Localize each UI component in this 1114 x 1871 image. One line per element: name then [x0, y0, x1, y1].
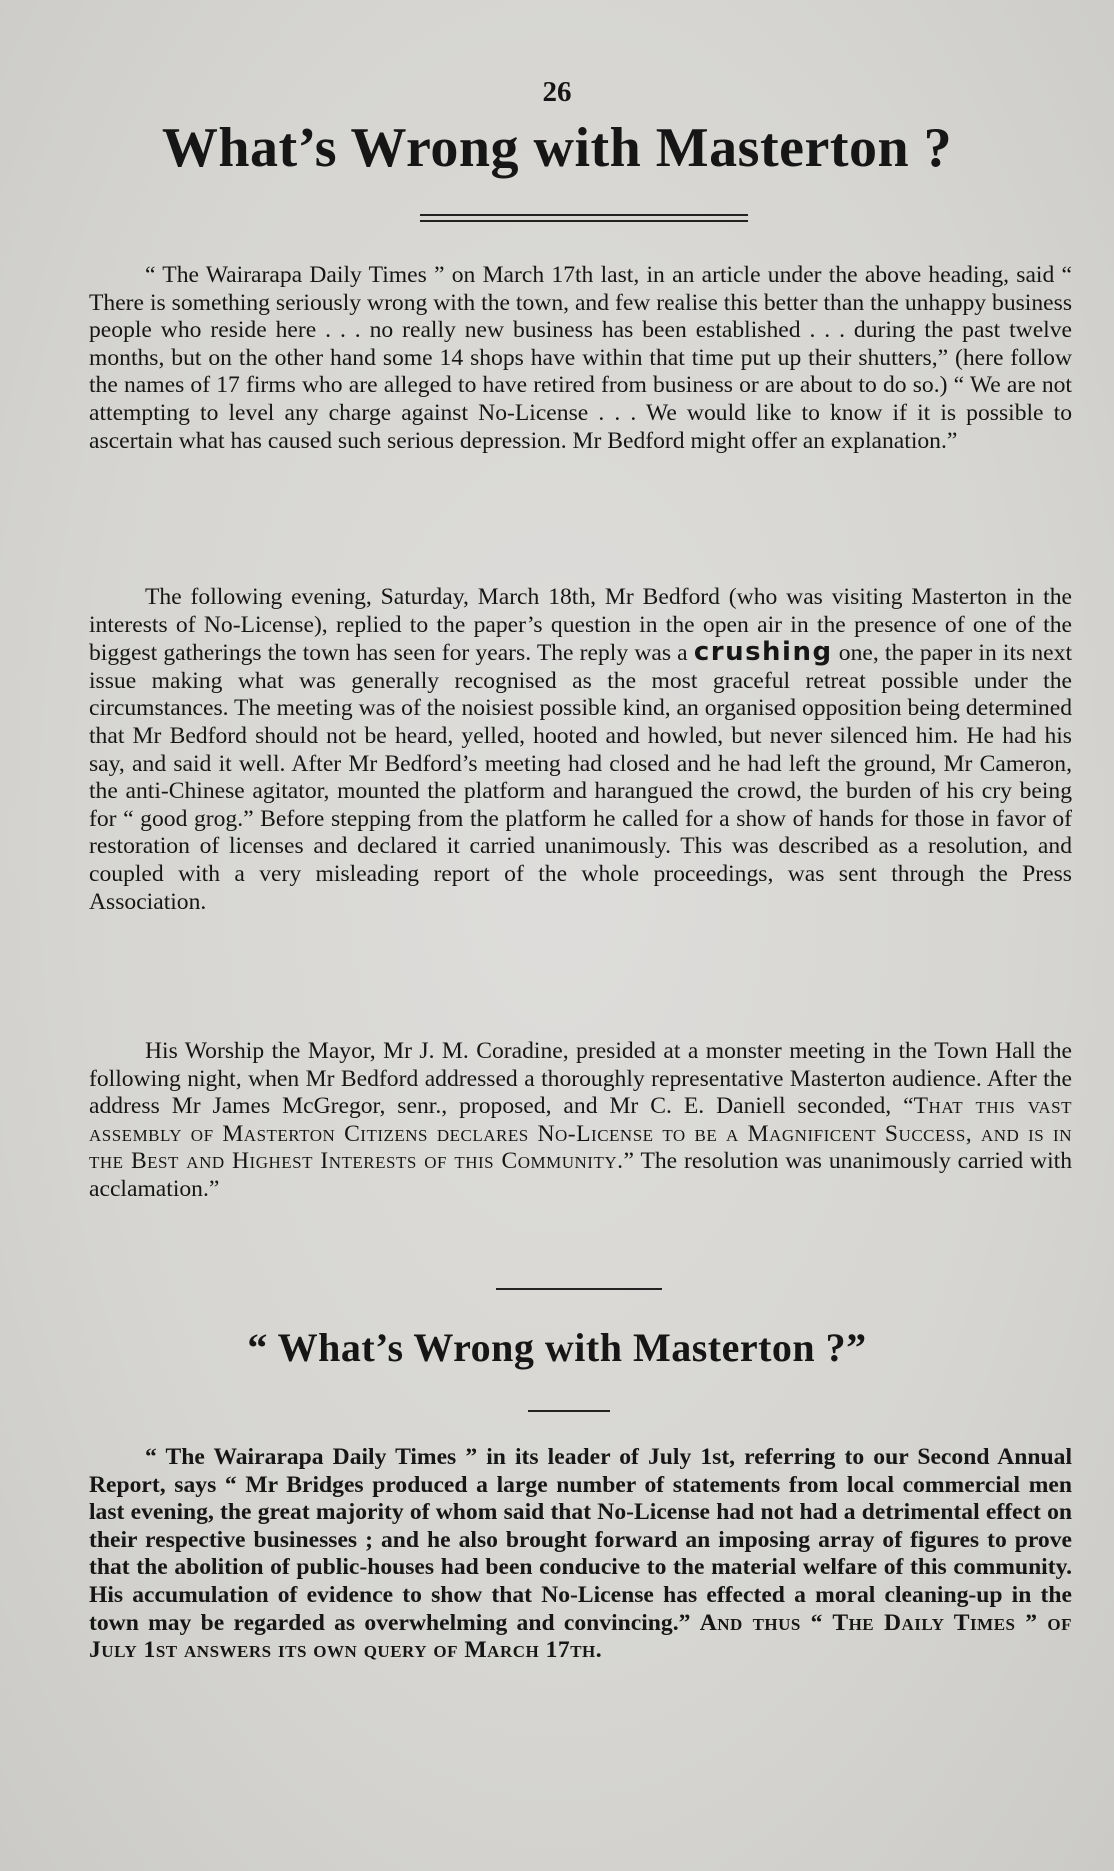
section-title: “ What’s Wrong with Masterton ?” — [247, 1325, 867, 1370]
paragraph-1 — [89, 262, 1072, 455]
paragraph-4-text-before: “ The Wairarapa Daily Times ” in its leader of July 1st, referring to our Second Annual Report, says “ Mr Bridges produced a large number of statements from local commercial men last evening, the great majority of whom said that No-License had not had a detrimental effect on their respective businesses ; and he also brought forward an imposing array of figures to prove that the abolition of public-houses had been conducive to the material welfare of this community. His accumulation of evidence to show that No-License has effected a moral cleaning-up in the town may be regarded as overwhelming and convincing.” — [89, 1444, 1072, 1636]
paragraph-2-text-before: The following evening, Saturday, March 18th, Mr Bedford (who was visiting Masterton in the interests of No-License), replied to the paper’s question in the open air in the presence of one of the biggest gatherings the town has seen for years. The reply was a — [89, 584, 1072, 667]
paragraph-4-closing: And thus “ The Daily Times ” of July 1st answers its own query of March 17th. — [89, 1609, 1072, 1664]
paragraph-3-text-after: ” The resolution was unanimously carried with acclamation.” — [89, 1148, 1072, 1202]
paragraph-3-resolution: That this vast assembly of Masterton Citizens declares No-License to be a Magnificent Success, and is in the Best and Highest Interests of this Community. — [89, 1093, 1072, 1175]
section-title-rule — [528, 1410, 610, 1412]
paragraph-3-text-before: His Worship the Mayor, Mr J. M. Coradine, presided at a monster meeting in the Town Hall the following night, when Mr Bedford addressed a thoroughly representative Masterton audience. After the address Mr James McGregor, senr., proposed, and Mr C. E. Daniell seconded, “ — [89, 1038, 1072, 1120]
section-divider — [496, 1288, 662, 1290]
title-double-rule — [420, 214, 748, 222]
paragraph-2-text-after: one, the paper in its next issue making what was generally recognised as the most graceful retreat possible under the circumstances. The meeting was of the noisiest possible kind, an organised opposition being determined that Mr Bedford should not be heard, yelled, hooted and howled, but never silenced him. He had his say, and said it well. After Mr Bedford’s meeting had closed and he had left the ground, Mr Cameron, the anti-Chinese agitator, mounted the platform and harangued the crowd, the burden of his cry being for “ good grog.” Before stepping from the platform he called for a show of hands for those in favor of restoration of licenses and declared it carried unanimously. This was described as a resolution, and coupled with a very misleading report of the whole proceedings, was sent through the Press Association. — [89, 640, 1073, 915]
paragraph-2 — [89, 584, 1072, 916]
paragraph-1-text: “ The Wairarapa Daily Times ” on March 17th last, in an article under the above heading, said “ There is something seriously wrong with the town, and few realise this better than the unhappy business people who reside here . . . no really new business has been established . . . during the past twelve months, but on the other hand some 14 shops have within that time put up their shutters,” (here follow the names of 17 firms who are alleged to have retired from business or are about to do so.) “ We are not attempting to level any charge against No-License . . . We would like to know if it is possible to ascertain what has caused such serious depression. Mr Bedford might offer an explanation.” — [89, 262, 1072, 454]
paragraph-4 — [89, 1444, 1072, 1665]
paragraph-3 — [89, 1038, 1072, 1204]
page-title: What’s Wrong with Masterton ? — [161, 117, 953, 179]
page-number: 26 — [542, 76, 572, 108]
paragraph-2-emphasis: crushing — [693, 637, 833, 668]
